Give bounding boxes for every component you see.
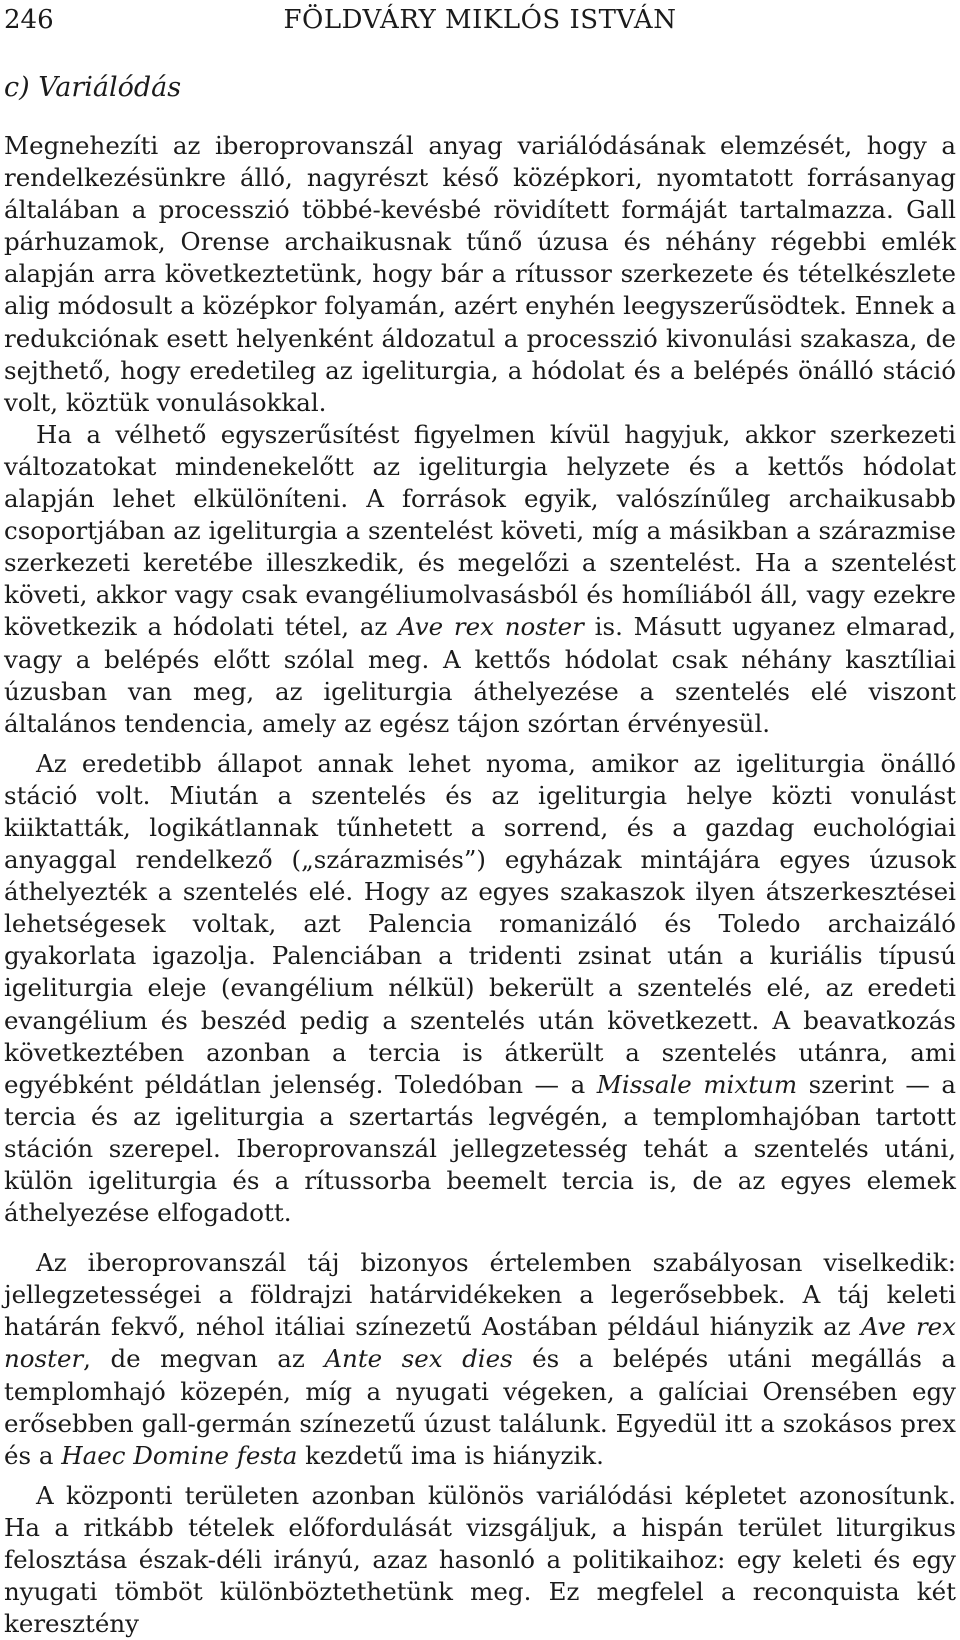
paragraph-text: Az eredetibb állapot annak lehet nyoma, amikor az igeliturgia önálló stáció volt. Miután a szentelés és az igeliturgia helye közti vonulást kiiktatták, logikátlannak tűnhetett a sorrend, és a gazdag euchológiai anyaggal rendelkező („szárazmisés”) egyházak mintájára egyes úzusok áthelyezték a szentelés elé. Hogy az egyes szakaszok ilyen átszerkesztései lehetségesek voltak, azt Palencia romanizáló és Toledo archaizáló gyakorlata igazolja. Palenciában a tridenti zsinat után a kuriális típusú igeliturgia eleje (evangélium nélkül) bekerült a szentelés elé, az eredeti evangélium és beszéd pedig a szentelés után következett. A beavatkozás következtében azonban a tercia is átkerült a szentelés utánra, ami egyébként példátlan jelenség. Toledóban — a — [4, 748, 956, 1099]
paragraph-text: Az iberoprovanszál táj bizonyos értelemben szabályosan viselkedik: jellegzetességei a földrajzi határvidékeken a legerősebbek. A táj keleti határán fekvő, néhol itáliai színezetű Aostában például hiányzik az — [4, 1248, 956, 1342]
page-number: 246 — [4, 5, 54, 35]
paragraph-text: Ha a vélhető egyszerűsítést figyelmen kívül hagyjuk, akkor szerkezeti változatokat mindenekelőtt az igeliturgia helyzete és a kettős hódolat alapján lehet elkülöníteni. A források egyik, valószínűleg archaikusabb csoportjában az igeliturgia a szentelést követi, míg a másikban a szárazmise szerkezeti keretébe illeszkedik, és megelőzi a szentelést. Ha a szentelést követi, akkor vagy csak evangéliumolvasásból és homíliából áll, vagy ezekre következik a hódolati tétel, az — [4, 419, 956, 642]
italic-title: Ave rex noster — [398, 612, 584, 642]
paragraph-text: szerint — a tercia és az igeliturgia a szertartás legvégén, a templomhajóban tartott stáción szerepel. Iberoprovanszál jellegzetesség tehát a szentelés utáni, külön igeliturgia és a rítussorba beemelt tercia is, de az egyes elemek áthelyezése elfogadott. — [4, 1069, 956, 1228]
paragraph-4 — [4, 1247, 956, 1472]
italic-title: Ante sex dies — [324, 1344, 513, 1374]
document-page — [0, 4, 960, 1639]
italic-title: Ave rex noster — [4, 1312, 956, 1374]
paragraph-1 — [4, 130, 956, 419]
paragraph-text: kezdetű ima is hiányzik. — [297, 1440, 604, 1470]
paragraph-3 — [4, 748, 956, 1229]
paragraph-2 — [4, 419, 956, 740]
running-header — [4, 4, 956, 36]
body-text — [4, 130, 956, 1640]
italic-title: Missale mixtum — [596, 1069, 798, 1099]
paragraph-text: is. Másutt ugyanez elmarad, vagy a belépés előtt szólal meg. A kettős hódolat csak néhány kasztíliai úzusban van meg, az igeliturgia áthelyezése a szentelés elé viszont általános tendencia, amely az egész tájon szórtan érvényesül. — [4, 612, 956, 738]
paragraph-text: Megnehezíti az iberoprovanszál anyag variálódásának elemzését, hogy a rendelkezésünkre álló, nagyrészt késő középkori, nyomtatott forrásanyag általában a processzió többé-kevésbé rövidített formáját tartalmazza. Gall párhuzamok, Orense archaikusnak tűnő úzusa és néhány régebbi emlék alapján arra következtetünk, hogy bár a rítussor szerkezete és tételkészlete alig módosult a középkor folyamán, azért enyhén leegyszerűsödtek. Ennek a redukciónak esett helyenként áldozatul a processzió kivonulási szakasza, de sejthető, hogy eredetileg az igeliturgia, a hódolat és a belépés önálló stáció volt, köztük vonulásokkal. — [4, 131, 956, 417]
section-heading: c) Variálódás — [4, 72, 182, 103]
italic-title: Haec Domine festa — [61, 1440, 298, 1470]
paragraph-text: és a belépés utáni megállás a templomhajó közepén, míg a nyugati végeken, a galíciai Orensében egy erősebben gall-germán színezetű úzust találunk. Egyedül itt a szokásos prex és a — [4, 1344, 957, 1470]
paragraph-5 — [4, 1480, 956, 1640]
running-title: FÖLDVÁRY MIKLÓS ISTVÁN — [283, 5, 677, 35]
paragraph-text: , de megvan az — [83, 1344, 325, 1374]
paragraph-text: A központi területen azonban különös variálódási képletet azonosítunk. Ha a ritkább tételek előfordulását vizsgáljuk, a hispán terület liturgikus felosztása észak-déli irányú, azaz hasonló a politikaihoz: egy keleti és egy nyugati tömböt különböztethetünk meg. Ez megfelel a reconquista két keresztény — [4, 1480, 956, 1639]
